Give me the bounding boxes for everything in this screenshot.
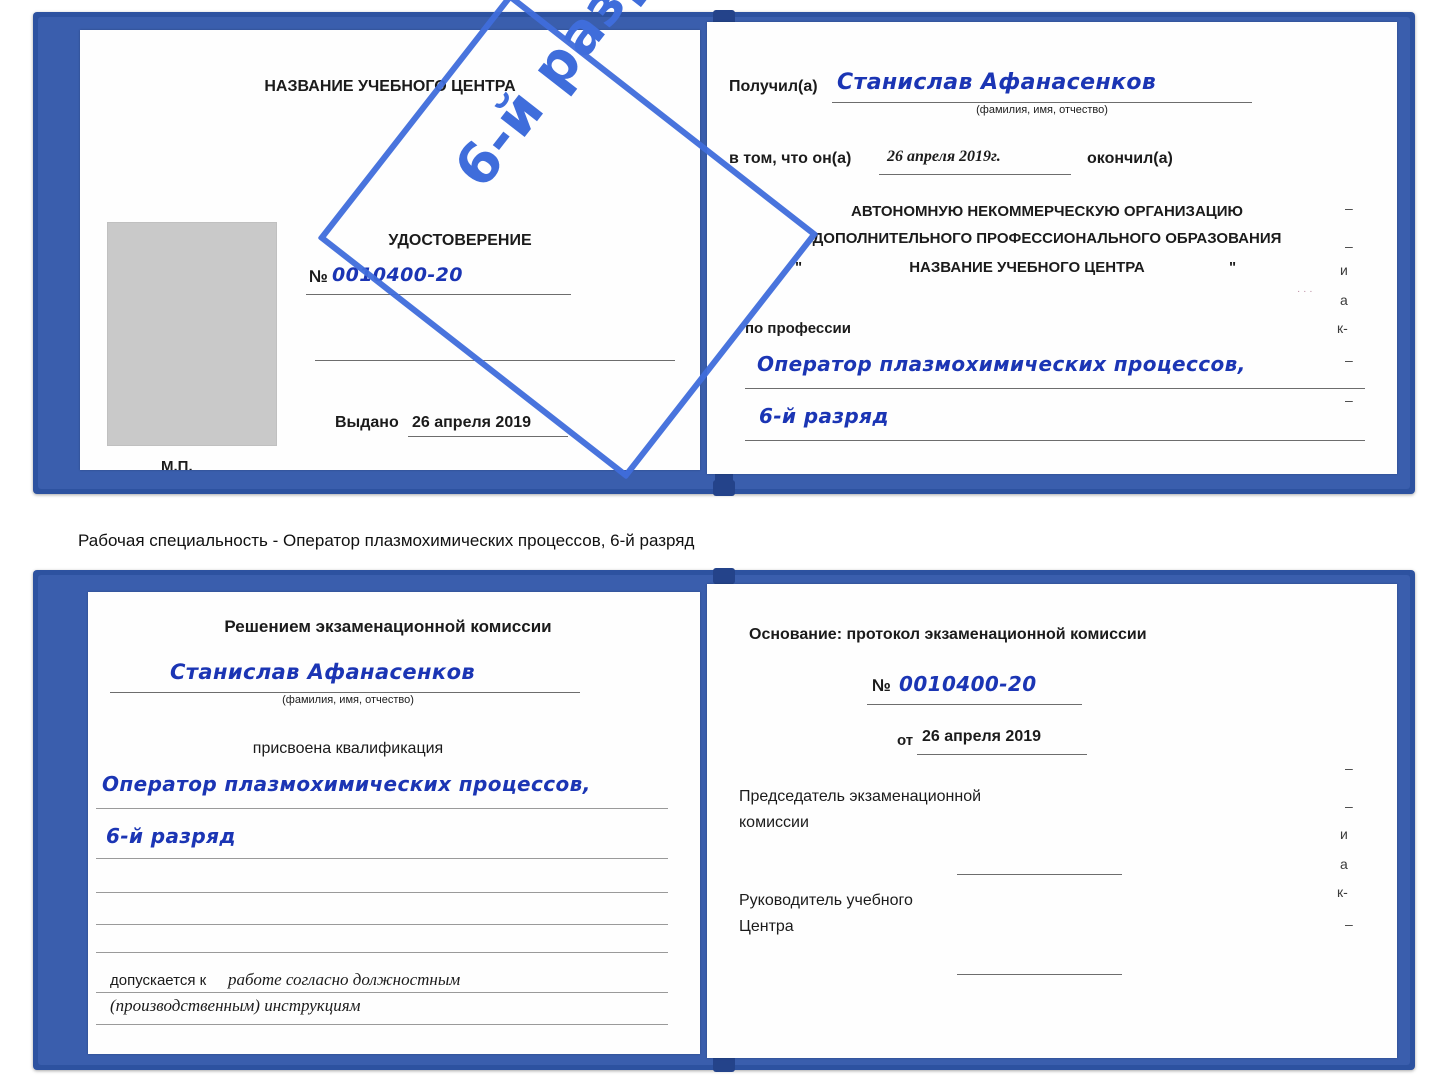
margin-mark-dash-2: – bbox=[1345, 238, 1353, 254]
graduated-label: окончил(а) bbox=[1087, 150, 1173, 167]
received-label: Получил(а) bbox=[729, 78, 818, 95]
received-rule bbox=[832, 102, 1252, 103]
basis-label: Основание: протокол экзаменационной комиссии bbox=[749, 626, 1147, 643]
margin-mark-dash-3: – bbox=[1345, 352, 1353, 368]
chairman-line-2: комиссии bbox=[739, 814, 809, 831]
annex-name-hint: (фамилия, имя, отчество) bbox=[282, 694, 414, 706]
chairman-line-1: Председатель экзаменационной bbox=[739, 788, 982, 805]
organization-line-2: ДОПОЛНИТЕЛЬНОГО ПРОФЕССИОНАЛЬНОГО ОБРАЗОВАНИЯ bbox=[812, 230, 1282, 247]
blank-rule-1 bbox=[315, 360, 675, 361]
annex-spine-notch-top bbox=[713, 568, 735, 584]
from-date: 26 апреля 2019 bbox=[922, 728, 1042, 745]
margin-mark-dash-4: – bbox=[1345, 392, 1353, 408]
margin-mark-a-1: а bbox=[1340, 292, 1348, 308]
qual-rule-3 bbox=[96, 892, 668, 893]
chairman-signature-rule bbox=[957, 874, 1122, 875]
stamp-label: М.П. bbox=[161, 458, 193, 470]
annex-name-rule bbox=[110, 692, 580, 693]
annex-right-page bbox=[707, 584, 1397, 1058]
finish-date-rule bbox=[879, 174, 1071, 175]
annex-number-value: 0010400-20 bbox=[899, 672, 1037, 696]
margin-mark-k-1: к- bbox=[1337, 320, 1348, 336]
name-hint: (фамилия, имя, отчество) bbox=[976, 104, 1108, 116]
head-signature-rule bbox=[957, 974, 1122, 975]
qualification-label: присвоена квалификация bbox=[252, 740, 444, 757]
allowed-line-2: (производственным) инструкциям bbox=[110, 996, 361, 1015]
certificate-right-page bbox=[707, 22, 1397, 474]
annex-title: Решением экзаменационной комиссии bbox=[224, 617, 552, 636]
annex-spine-notch-bottom bbox=[713, 1056, 735, 1072]
from-label: от bbox=[897, 732, 914, 749]
annex-number-label: № bbox=[872, 676, 891, 695]
spine-notch-bottom bbox=[713, 480, 735, 496]
margin-mark-i-1: и bbox=[1340, 262, 1348, 278]
issued-rule bbox=[408, 436, 568, 437]
qualification-line-1: Оператор плазмохимических процессов, bbox=[102, 772, 591, 796]
qual-rule-5 bbox=[96, 952, 668, 953]
document-title: УДОСТОВЕРЕНИЕ bbox=[388, 232, 532, 249]
margin-mark-pink: · · · bbox=[1297, 286, 1313, 297]
allowed-line-1: работе согласно должностным bbox=[228, 970, 461, 989]
profession-rule-2 bbox=[745, 440, 1365, 441]
qual-rule-4 bbox=[96, 924, 668, 925]
allowed-rule-1 bbox=[96, 992, 668, 993]
quote-open: " bbox=[795, 259, 803, 276]
margin-mark-dash-6: – bbox=[1345, 798, 1353, 814]
certificate-number-value: 0010400-20 bbox=[332, 264, 463, 286]
issued-date: 26 апреля 2019 bbox=[412, 414, 532, 431]
annex-number-rule bbox=[867, 704, 1082, 705]
margin-mark-dash-7: – bbox=[1345, 916, 1353, 932]
finish-date: 26 апреля 2019г. bbox=[887, 148, 1001, 165]
organization-name: НАЗВАНИЕ УЧЕБНОГО ЦЕНТРА bbox=[909, 259, 1145, 276]
profession-line-1: Оператор плазмохимических процессов, bbox=[757, 352, 1246, 376]
issued-label: Выдано bbox=[335, 414, 399, 431]
margin-mark-dash-1: – bbox=[1345, 200, 1353, 216]
photo-placeholder bbox=[107, 222, 277, 446]
quote-close: " bbox=[1229, 259, 1237, 276]
qualification-line-2: 6-й разряд bbox=[106, 824, 236, 848]
certificate-left-page bbox=[80, 30, 700, 470]
head-line-1: Руководитель учебного bbox=[739, 892, 913, 909]
from-date-rule bbox=[917, 754, 1087, 755]
profession-line-2: 6-й разряд bbox=[759, 404, 889, 428]
qual-rule-1 bbox=[96, 808, 668, 809]
profession-label: по профессии bbox=[745, 320, 851, 337]
allowed-label: допускается к bbox=[110, 972, 207, 989]
head-line-2: Центра bbox=[739, 918, 794, 935]
training-center-title: НАЗВАНИЕ УЧЕБНОГО ЦЕНТРА bbox=[264, 78, 516, 95]
watermark-text: 6-й bbox=[442, 77, 558, 201]
number-rule bbox=[306, 294, 571, 295]
profession-rule-1 bbox=[745, 388, 1365, 389]
qual-rule-2 bbox=[96, 858, 668, 859]
annex-person-name: Станислав Афанасенков bbox=[170, 660, 476, 684]
margin-mark-dash-5: – bbox=[1345, 760, 1353, 776]
certificate-number-label: № bbox=[309, 267, 328, 286]
annex-left-page bbox=[88, 592, 700, 1054]
received-name: Станислав Афанасенков bbox=[837, 70, 1157, 95]
that-he-label: в том, что он(а) bbox=[729, 150, 852, 167]
margin-mark-a-2: а bbox=[1340, 856, 1348, 872]
margin-mark-k-2: к- bbox=[1337, 884, 1348, 900]
organization-line-1: АВТОНОМНУЮ НЕКОММЕРЧЕСКУЮ ОРГАНИЗАЦИЮ bbox=[851, 203, 1243, 220]
page-caption: Рабочая специальность - Оператор плазмохимических процессов, 6-й разряд bbox=[78, 531, 695, 550]
margin-mark-i-2: и bbox=[1340, 826, 1348, 842]
allowed-rule-2 bbox=[96, 1024, 668, 1025]
